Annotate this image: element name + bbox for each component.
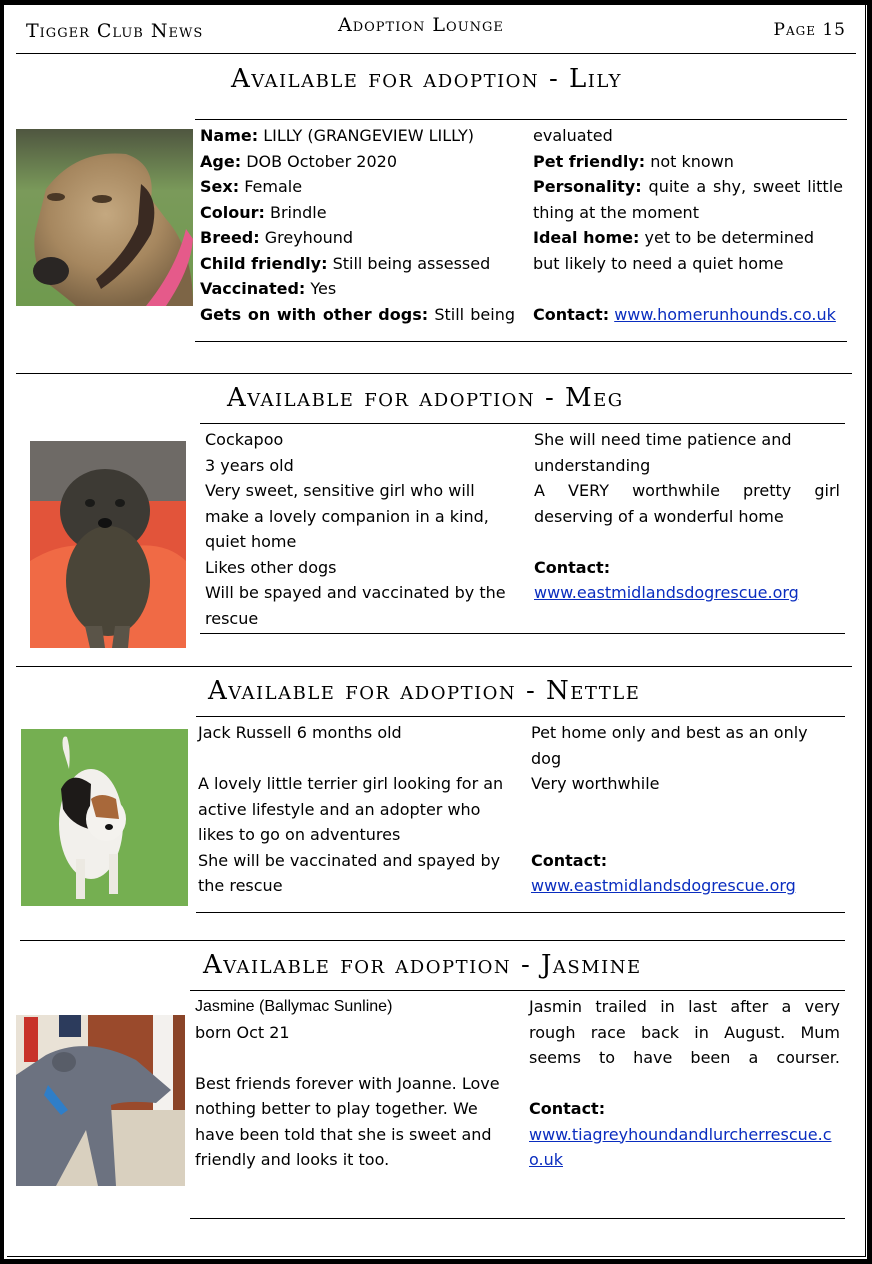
contact-line xyxy=(533,302,843,328)
detail-line: Very worthwhile xyxy=(531,774,660,793)
detail-line: Jack Russell 6 months old xyxy=(198,723,402,742)
meg-details-right xyxy=(534,427,840,606)
detail-line: She will need time patience and understanding xyxy=(534,430,792,475)
newsletter-header xyxy=(26,14,846,44)
jasmine-details-right xyxy=(529,994,840,1173)
field-age: Age: DOB October 2020 xyxy=(200,151,397,171)
listing-bottom-rule xyxy=(196,912,845,913)
detail-line: A lovely little terrier girl looking for an active lifestyle and an adopter who likes to go on adventures xyxy=(198,774,504,844)
section-divider xyxy=(16,666,852,667)
field-child-friendly: Child friendly: Still being assessed xyxy=(200,253,491,273)
detail-line: Cockapoo xyxy=(205,430,284,449)
listing-top-rule xyxy=(195,119,847,120)
section-divider xyxy=(20,940,845,941)
contact-label: Contact: xyxy=(534,557,611,577)
field-vaccinated: Vaccinated: Yes xyxy=(200,279,337,298)
cockapoo-image xyxy=(30,441,186,648)
detail-line: born Oct 21 xyxy=(195,1022,290,1042)
listing-top-rule xyxy=(196,716,845,717)
detail-line: Pet home only and best as an only dog xyxy=(531,723,808,768)
lily-details-left xyxy=(200,123,515,327)
detail-line: She will be vaccinated and spayed by the rescue xyxy=(198,850,501,895)
field-other-dogs: Gets on with other dogs: Still being xyxy=(200,304,516,324)
detail-line: Best friends forever with Joanne. Love nothing better to play together. We have been told that she is sweet and friendly and looks it too. xyxy=(195,1073,500,1169)
detail-line: Likes other dogs xyxy=(205,557,337,577)
grey-greyhound-image xyxy=(16,1015,185,1186)
detail-line: A VERY worthwhile pretty girl deserving of a wonderful home xyxy=(534,481,840,526)
meg-details-left xyxy=(205,427,515,631)
page-number: Page 15 xyxy=(773,20,846,40)
detail-line: Very sweet, sensitive girl who will make a lovely companion in a kind, quiet home xyxy=(205,481,489,551)
detail-line: Jasmine (Ballymac Sunline) xyxy=(195,998,393,1015)
newsletter-name: Tigger Club News xyxy=(26,20,204,42)
detail-line: Will be spayed and vaccinated by the rescue xyxy=(205,583,506,628)
contact-label: Contact: xyxy=(531,850,608,870)
field-name: Name: LILLY (GRANGEVIEW LILLY) xyxy=(200,126,474,145)
listing-bottom-rule xyxy=(200,633,845,634)
contact-label: Contact: xyxy=(529,1099,606,1118)
listing-top-rule xyxy=(190,990,845,991)
detail-line: Jasmin trailed in last after a very rough race back in August. Mum seems to have been a courser. xyxy=(529,997,840,1067)
jack-russell-image xyxy=(21,729,188,906)
listing-title-meg: Available for adoption - Meg xyxy=(227,383,624,413)
section-title: Adoption Lounge xyxy=(338,14,504,36)
nettle-details-left xyxy=(198,720,508,899)
field-ideal-home: Ideal home: yet to be determined but likely to need a quiet home xyxy=(533,228,815,273)
contact-link[interactable]: www.eastmidlandsdogrescue.org xyxy=(531,876,796,895)
field-sex: Sex: Female xyxy=(200,177,303,196)
cockapoo-photo xyxy=(30,441,186,648)
listing-top-rule xyxy=(200,423,845,424)
jack-russell-photo xyxy=(21,729,188,906)
listing-bottom-rule xyxy=(190,1218,845,1219)
listing-bottom-rule xyxy=(195,341,847,342)
brindle-greyhound-photo xyxy=(16,129,193,306)
contact-line xyxy=(534,580,840,606)
contact-label: Contact: xyxy=(533,304,610,324)
brindle-greyhound-image xyxy=(16,129,193,306)
listing-title-nettle: Available for adoption - Nettle xyxy=(208,676,641,706)
contact-link[interactable]: www.tiagreyhoundandlurcherrescue.co.uk xyxy=(529,1124,832,1169)
field-breed: Breed: Greyhound xyxy=(200,228,354,247)
jasmine-details-left xyxy=(195,994,510,1173)
detail-line: 3 years old xyxy=(205,455,294,475)
contact-link[interactable]: www.homerunhounds.co.uk xyxy=(614,304,836,324)
nettle-details-right xyxy=(531,720,836,899)
field-pet-friendly: Pet friendly: not known xyxy=(533,151,734,171)
section-divider xyxy=(16,373,852,374)
contact-link[interactable]: www.eastmidlandsdogrescue.org xyxy=(534,583,799,602)
contact-line xyxy=(529,1122,840,1173)
header-divider xyxy=(16,53,856,54)
lily-details-right xyxy=(533,123,843,327)
field-colour: Colour: Brindle xyxy=(200,202,327,222)
field-personality: Personality: quite a shy, sweet little thing at the moment xyxy=(533,177,843,222)
grey-greyhound-photo xyxy=(16,1015,185,1186)
listing-title-jasmine: Available for adoption - Jasmine xyxy=(203,950,642,980)
field-other-dogs-cont: evaluated xyxy=(533,126,613,145)
listing-title-lily: Available for adoption - Lily xyxy=(231,64,623,94)
contact-line xyxy=(531,873,836,899)
